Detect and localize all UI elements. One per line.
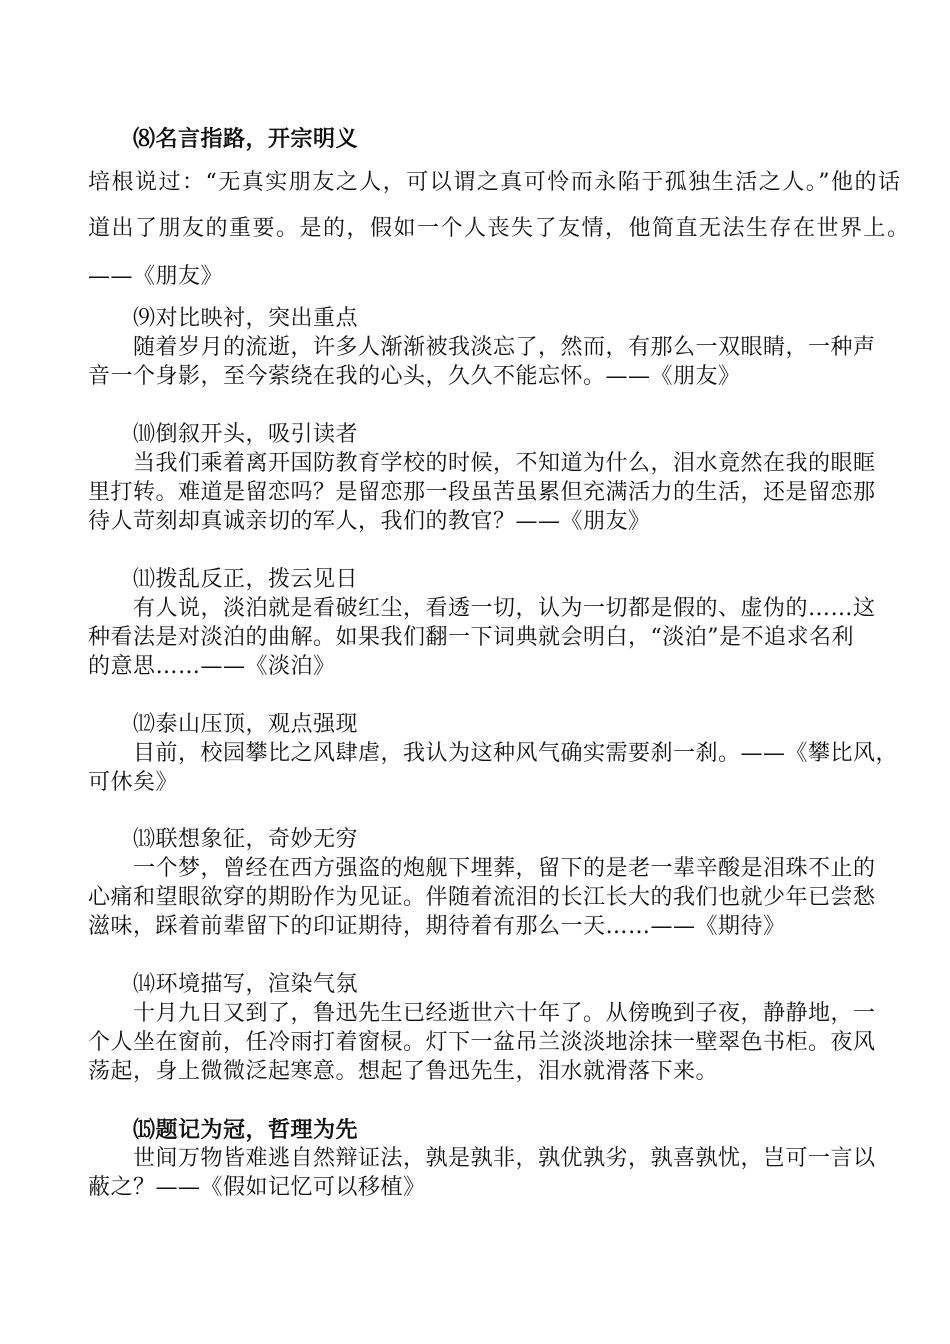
section-heading: ⑼对比映衬，突出重点 [133, 306, 359, 331]
paragraph-line: 道出了朋友的重要。是的，假如一个人丧失了友情，他简直无法生存在世界上。 [88, 216, 911, 241]
paragraph-line: 蔽之？——《假如记忆可以移植》 [88, 1175, 426, 1200]
paragraph-line: 种看法是对淡泊的曲解。如果我们翻一下词典就会明白，“淡泊”是不追求名利 [88, 625, 854, 650]
paragraph-line: 音一个身影，至今萦绕在我的心头，久久不能忘怀。——《朋友》 [88, 364, 741, 389]
section-heading: ⑾拨乱反正，拨云见日 [133, 567, 359, 592]
paragraph-line: 个人坐在窗前，任冷雨打着窗棂。灯下一盆吊兰淡淡地涂抹一壁翠色书柜。夜风 [88, 1030, 876, 1055]
section-heading: ⒂题记为冠，哲理为先 [133, 1117, 359, 1143]
section-heading: ⒁环境描写，渲染气氛 [133, 972, 359, 997]
paragraph-line: 可休矣》 [88, 770, 179, 795]
paragraph-line: 的意思……——《淡泊》 [88, 654, 336, 679]
paragraph-line: 当我们乘着离开国防教育学校的时候，不知道为什么，泪水竟然在我的眼眶 [133, 451, 876, 476]
paragraph-line: 里打转。难道是留恋吗？是留恋那一段虽苦虽累但充满活力的生活，还是留恋那 [88, 480, 876, 505]
source-attribution: ——《朋友》 [88, 264, 224, 289]
paragraph-line: 十月九日又到了，鲁迅先生已经逝世六十年了。从傍晚到子夜，静静地，一 [133, 1001, 876, 1026]
section-heading: ⑿泰山压顶，观点强现 [133, 712, 359, 737]
paragraph-line: 培根说过：“无真实朋友之人，可以谓之真可怜而永陷于孤独生活之人。”他的话 [88, 170, 902, 195]
section-heading: ⑽倒叙开头，吸引读者 [133, 422, 359, 447]
paragraph-line: 随着岁月的流逝，许多人渐渐被我淡忘了，然而，有那么一双眼睛，一种声 [133, 335, 876, 360]
paragraph-line: 荡起，身上微微泛起寒意。想起了鲁迅先生，泪水就滑落下来。 [88, 1059, 719, 1084]
section-heading: ⑻名言指路，开宗明义 [133, 126, 359, 152]
paragraph-line: 待人苛刻却真诚亲切的军人，我们的教官？——《朋友》 [88, 509, 651, 534]
paragraph-line: 一个梦，曾经在西方强盗的炮舰下埋葬，留下的是老一辈辛酸是泪珠不止的 [133, 856, 876, 881]
paragraph-line: 世间万物皆难逃自然辩证法，孰是孰非，孰优孰劣，孰喜孰忧，岂可一言以 [133, 1146, 876, 1171]
paragraph-line: 有人说，淡泊就是看破红尘，看透一切，认为一切都是假的、虚伪的……这 [133, 596, 876, 621]
paragraph-line: 滋味，踩着前辈留下的印证期待，期待着有那么一天……——《期待》 [88, 914, 786, 939]
paragraph-line: 心痛和望眼欲穿的期盼作为见证。伴随着流泪的长江长大的我们也就少年已尝愁 [88, 885, 876, 910]
section-heading: ⒀联想象征，奇妙无穷 [133, 827, 359, 852]
paragraph-line: 目前，校园攀比之风肆虐，我认为这种风气确实需要刹一刹。——《攀比风， [133, 741, 899, 766]
